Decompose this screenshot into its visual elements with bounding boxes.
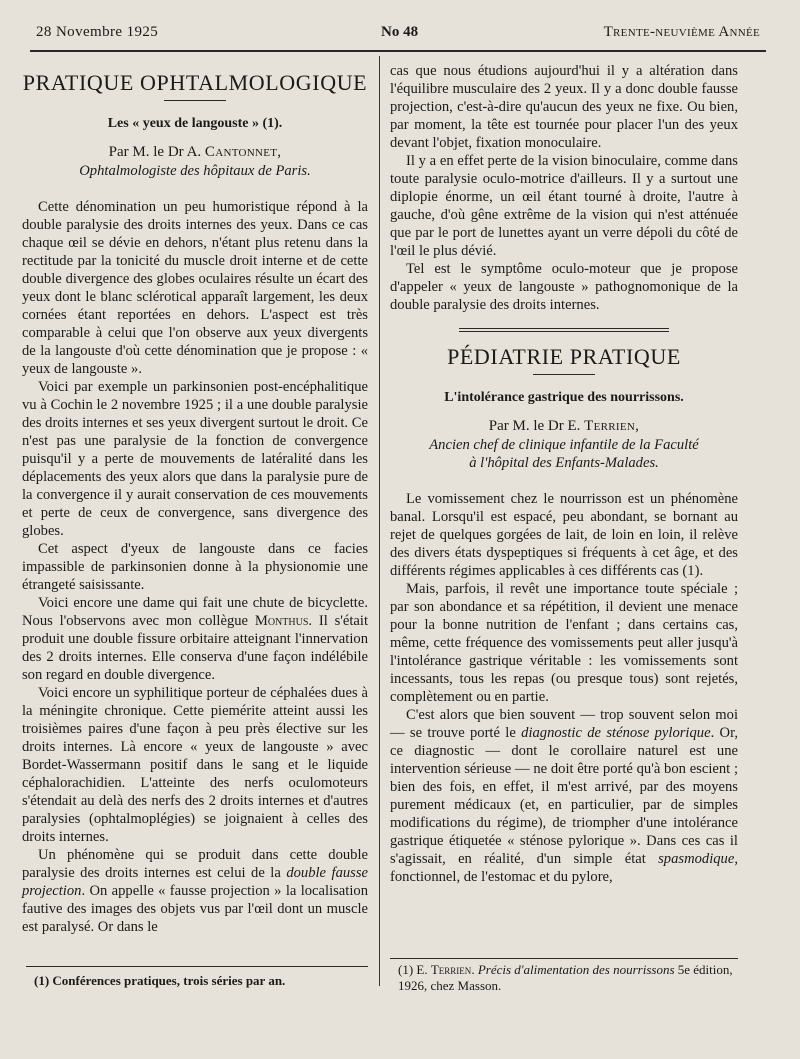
right-column bbox=[390, 62, 738, 886]
title-rule bbox=[164, 100, 226, 101]
left-column bbox=[22, 58, 368, 936]
article-title-intolerance: L'intolérance gastrique des nourrissons. bbox=[444, 390, 684, 405]
paragraph: Cet aspect d'yeux de langouste dans ce facies impassible de parkinsonien donne à la physionomie une étrangeté saisissante. bbox=[22, 541, 368, 593]
paragraph: Il y a en effet perte de la vision binoculaire, comme dans toute paralysie oculo-motrice d'ailleurs. Il y a surtout une diplopie énorme, un œil étant tourné à droite, l'autre à gauche, d'où gêne extrême de la vision qui n'est atténuée que par le port de lunettes ayant un verre dépoli du côté de l'œil le plus dévié. bbox=[390, 153, 738, 259]
footnote-left: (1) Conférences pratiques, trois séries par an. bbox=[34, 973, 286, 988]
colleague-name: Monthus bbox=[254, 613, 309, 629]
text-run: . Il s'était produit une double fissure orbitaire atteignant l'innervation des 2 droits internes. Elle conserva d'une façon indélébile son regard en double divergence. bbox=[22, 613, 368, 683]
paragraph: Cette dénomination un peu humoristique répond à la double paralysie des droits internes des yeux. Dans ce cas chaque œil se dévie en dehors, n'étant plus retenu dans la rectitude par la tonicité du muscle droit interne et de cette double divergence des globes oculaires résulte un écart des yeux dont le blanc sclérotical apparaît largement, les deux cornées étant reportées en dehors. L'aspect est très comparable à celui que l'on observe aux yeux divergents de la langouste d'où cette dénomination que je propose : « yeux de langouste ». bbox=[22, 199, 368, 377]
text-run: C'est alors que bien souvent — trop souvent selon moi — se trouve porté le bbox=[390, 707, 738, 741]
header-rule bbox=[30, 50, 766, 52]
paragraph: Voici encore un syphilitique porteur de céphalées dues à la méningite chronique. Cette piemérite atteint aussi les troisièmes paires d'une façon à peu près élective sur les droits internes. Là encore « yeux de langouste » avec Bordet-Wassermann positif dans le sang et le liquide céphalorachidien. L'atteinte des nerfs oculomoteurs s'étendait au delà des nerfs des 2 droits internes et d'autres paralysies (ophtalmoplégies) se joignaient à celles des droits internes. bbox=[22, 685, 368, 845]
emphasis: diagnostic de sténose pylorique bbox=[521, 725, 711, 741]
author-byline bbox=[390, 417, 738, 436]
text-run: 5e édition, 1926, chez Masson. bbox=[398, 962, 733, 993]
page-header bbox=[36, 24, 760, 44]
author-byline bbox=[22, 143, 368, 162]
text-run: Voici encore une dame qui fait une chute de bicyclette. Nous l'observons avec mon collègue bbox=[22, 595, 368, 629]
footnote-rule-left bbox=[26, 966, 368, 967]
byline-prefix: Par M. le Dr E. bbox=[488, 418, 585, 434]
paragraph bbox=[390, 706, 738, 886]
text-run: (1) E. bbox=[398, 962, 431, 977]
article-title-langouste: Les « yeux de langouste » (1). bbox=[107, 116, 283, 131]
paragraph bbox=[22, 846, 368, 936]
emphasis: double fausse projection bbox=[22, 865, 368, 899]
paragraph: Voici par exemple un parkinsonien post-encéphalitique vu à Cochin le 2 novembre 1925 ; il a une double paralysie des droits internes et ses yeux divergent surtout le droit. Ce n'est pas une paralysie de la fonction de convergence puisqu'il y a perte de mouvements de latéralité dans les déplacements des yeux alors que dans la paralysie pure de la convergence il y aurait conservation de ces mouvements et perte de ceux de convergence, sans divergence des globes. bbox=[22, 379, 368, 539]
text-run: . On appelle « fausse projection » la localisation fautive des images des objets vus par l'œil dont un muscle est paralysé. Or dans le bbox=[22, 883, 368, 935]
author-affiliation: Ophtalmologiste des hôpitaux de Paris. bbox=[79, 163, 311, 179]
paragraph: Mais, parfois, il revêt une importance toute spéciale ; par son abondance et sa répétition, il devient une menace pour la bonne nutrition de l'enfant ; dans certains cas, même, cette fréquence des vomissements peut aller jusqu'à l'intolérance gastrique véritable : les vomissements sont incessants, tous les repas (ou presque tous) sont rejetés, complètement ou en partie. bbox=[390, 581, 738, 705]
section-separator bbox=[459, 328, 669, 332]
paragraph: cas que nous étudions aujourd'hui il y a altération dans l'équilibre musculaire des 2 yeux. Il y a donc double fausse projection, c'est-à-dire qu'aucun des yeux ne fixe. Ou bien, par moment, la tête est tournée pour placer l'un des yeux devant l'objet, fixation monoculaire. bbox=[390, 63, 738, 151]
author-affiliation: Ancien chef de clinique infantile de la Faculté bbox=[429, 437, 699, 453]
text-run: , fonctionnel, de l'estomac et du pylore, bbox=[390, 851, 738, 885]
footnote-rule-right bbox=[390, 958, 738, 959]
footnote-right bbox=[398, 962, 738, 994]
issue-date: 28 Novembre 1925 bbox=[36, 24, 159, 40]
column-divider bbox=[379, 56, 380, 986]
text-run: . Or, ce diagnostic — dont le corollaire naturel est une intervention sérieuse — ne doit être porté qu'à bon escient ; bien des fois, en effet, il m'est arrivé, par des moyens purement médicaux (et, en particulier, par de simples modifications du régime), de triompher d'une intolérance gastrique étiquetée « sténose pylorique ». Dans ces cas il s'agissait, en réalité, d'un simple état bbox=[390, 725, 739, 867]
text-run: . bbox=[471, 962, 478, 977]
text-run: Un phénomène qui se produit dans cette double paralysie des droits internes est celui de la bbox=[22, 847, 368, 881]
cited-author: Terrien bbox=[430, 962, 472, 977]
section-title-ophtalmologie: PRATIQUE OPHTALMOLOGIQUE bbox=[22, 70, 368, 95]
author-name: Cantonnet, bbox=[204, 144, 282, 160]
paragraph bbox=[22, 594, 368, 684]
section-title-pediatrie: PÉDIATRIE PRATIQUE bbox=[447, 344, 681, 369]
author-affiliation: à l'hôpital des Enfants-Malades. bbox=[469, 455, 659, 471]
title-rule bbox=[533, 374, 595, 375]
cited-title: Précis d'alimentation des nourrissons bbox=[477, 962, 675, 977]
issue-number: No 48 bbox=[381, 24, 419, 40]
volume-year: Trente-neuvième Année bbox=[603, 24, 760, 40]
paragraph: Le vomissement chez le nourrisson est un phénomène banal. Lorsqu'il est espacé, peu abondant, se bornant au rejet de quelques gorgées de lait, de loin en loin, il relève des divers états dyspeptiques si fréquents à cet âge, et des différents régimes applicables à ces différents cas (1). bbox=[390, 491, 738, 579]
byline-prefix: Par M. le Dr A. bbox=[108, 144, 205, 160]
paragraph: Tel est le symptôme oculo-moteur que je propose d'appeler « yeux de langouste » pathognomonique de la double paralysie des droits internes. bbox=[390, 261, 738, 313]
emphasis: spasmodique bbox=[658, 851, 735, 867]
author-name: Terrien, bbox=[584, 418, 640, 434]
